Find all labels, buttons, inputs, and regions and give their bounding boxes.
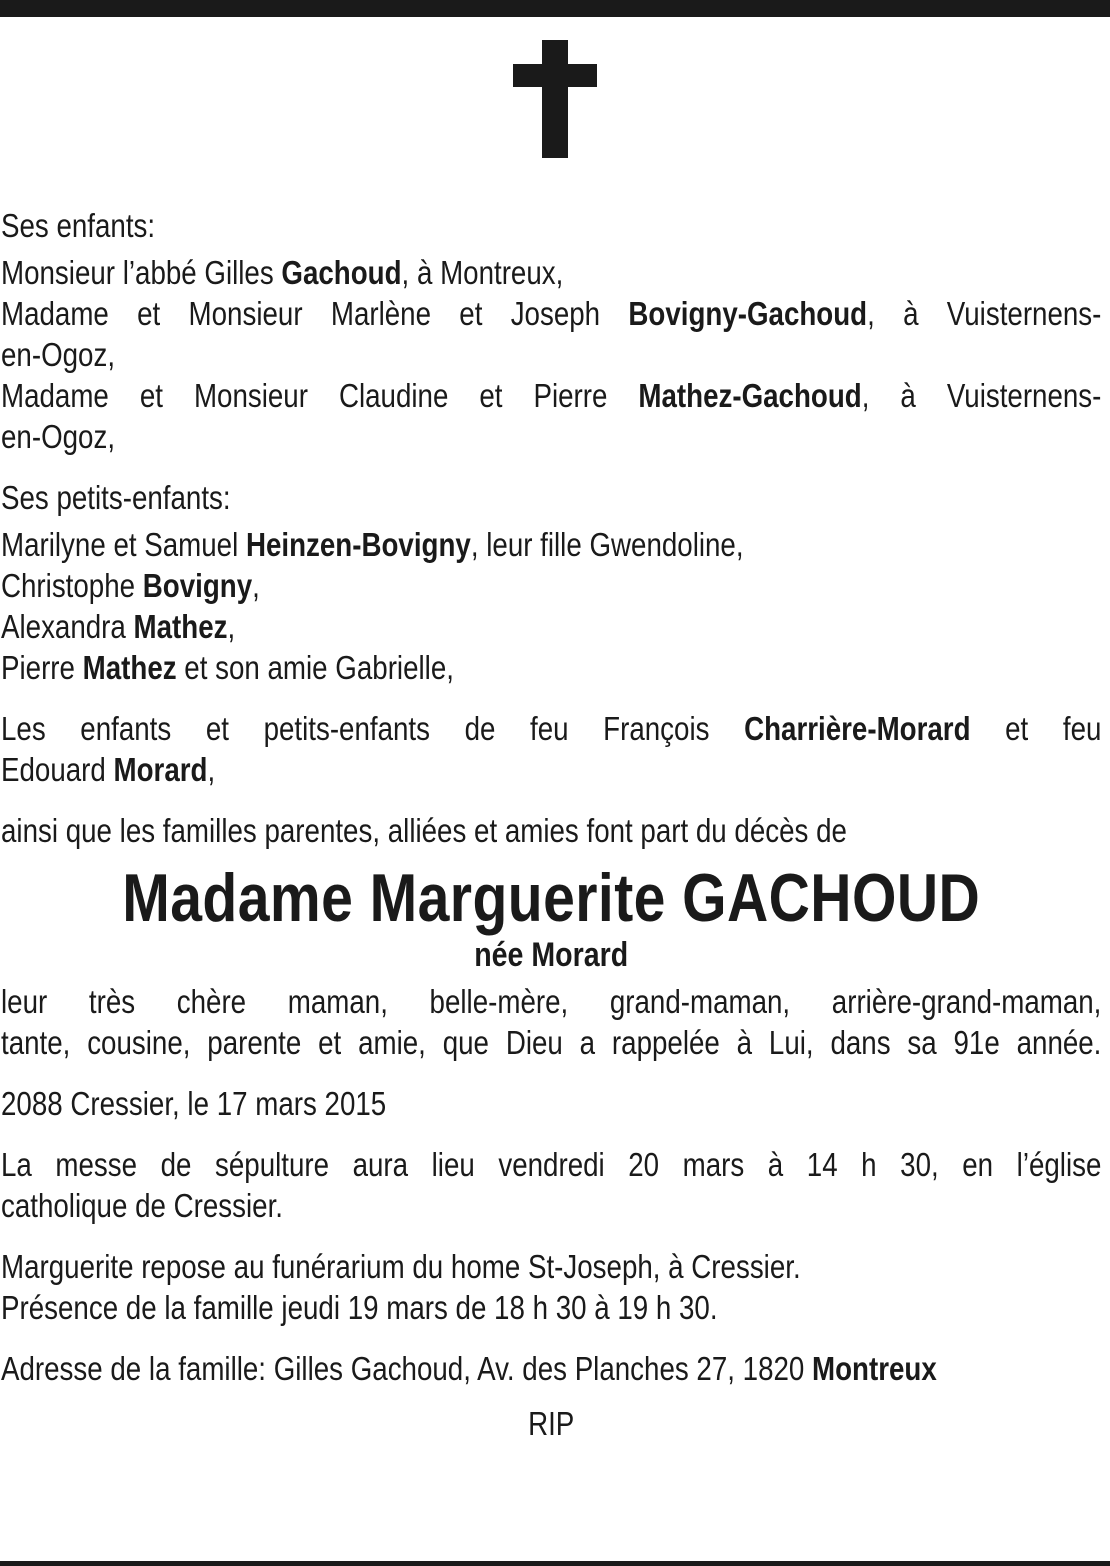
mass-line-2: catholique de Cressier.	[1, 1187, 283, 1224]
child-2: Madame et Monsieur Marlène et Joseph Bovigny-Gachoud, à Vuisternens-	[1, 295, 1102, 332]
child-3: Madame et Monsieur Claudine et Pierre Mathez-Gachoud, à Vuisternens-	[1, 377, 1102, 414]
child-2-cont: en-Ogoz,	[1, 336, 116, 373]
top-rule	[0, 0, 1110, 17]
children-heading: Ses enfants:	[1, 207, 156, 244]
repose-line-1: Marguerite repose au funérarium du home St-Joseph, à Cressier.	[1, 1248, 801, 1285]
place-date: 2088 Cressier, le 17 mars 2015	[1, 1085, 387, 1122]
extended-family: Les enfants et petits-enfants de feu François Charrière-Morard et feu	[1, 710, 1102, 747]
extended-family-cont: Edouard Morard,	[1, 751, 216, 788]
deceased-name: Madame Marguerite GACHOUD	[122, 860, 981, 936]
child-1: Monsieur l’abbé Gilles Gachoud, à Montreux,	[1, 254, 564, 291]
cross-icon	[513, 40, 597, 158]
description-line-1: leur très chère maman, belle-mère, grand-maman, arrière-grand-maman,	[1, 983, 1102, 1020]
grandchild-1: Marilyne et Samuel Heinzen-Bovigny, leur fille Gwendoline,	[1, 526, 744, 563]
grandchild-3: Alexandra Mathez,	[1, 608, 236, 645]
grandchild-4: Pierre Mathez et son amie Gabrielle,	[1, 649, 454, 686]
repose-line-2: Présence de la famille jeudi 19 mars de 18 h 30 à 19 h 30.	[1, 1289, 718, 1326]
obituary-text	[1, 205, 1101, 1444]
child-3-cont: en-Ogoz,	[1, 418, 116, 455]
description-line-2: tante, cousine, parente et amie, que Dieu a rappelée à Lui, dans sa 91e année.	[1, 1024, 1102, 1061]
mass-line-1: La messe de sépulture aura lieu vendredi 20 mars à 14 h 30, en l’église	[1, 1146, 1102, 1183]
grandchildren-heading: Ses petits-enfants:	[1, 479, 231, 516]
bottom-rule	[0, 1561, 1110, 1566]
rip: RIP	[528, 1405, 575, 1442]
grandchild-2: Christophe Bovigny,	[1, 567, 260, 604]
announcement: ainsi que les familles parentes, alliées et amies font part du décès de	[1, 812, 847, 849]
maiden-name: née Morard	[474, 936, 629, 974]
family-address: Adresse de la famille: Gilles Gachoud, Av. des Planches 27, 1820 Montreux	[1, 1350, 937, 1387]
